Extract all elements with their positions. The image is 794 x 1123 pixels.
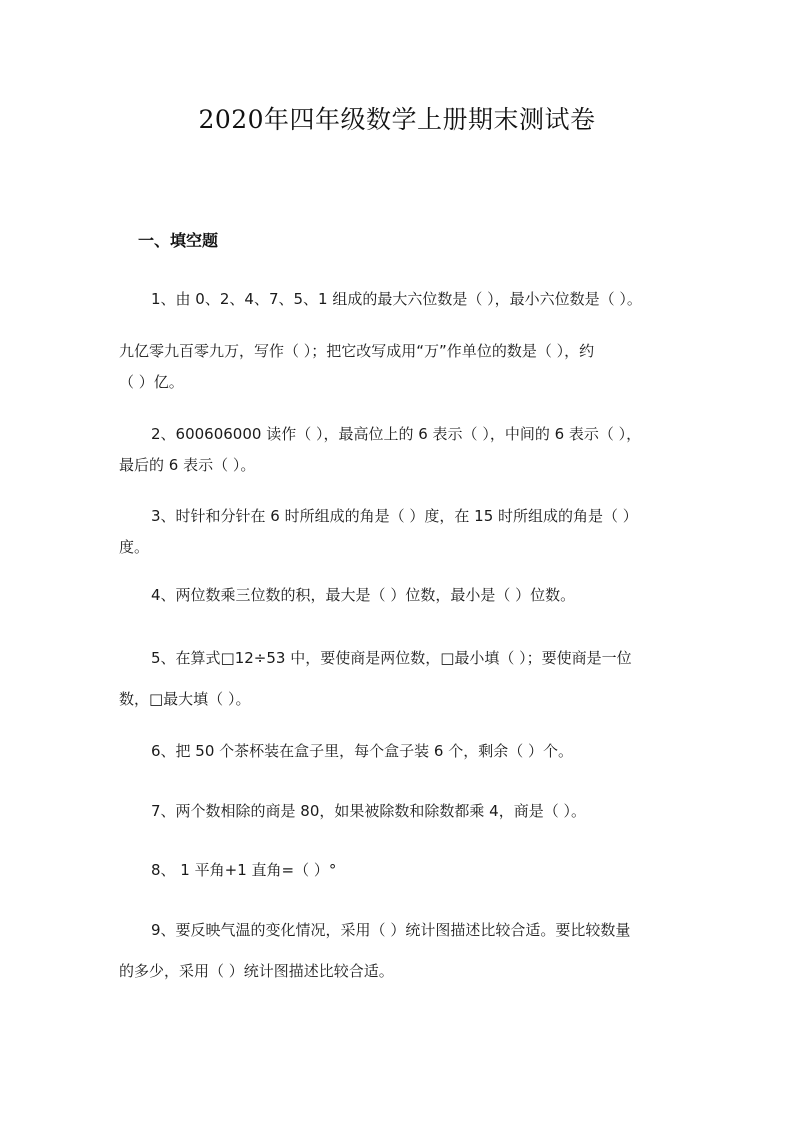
question-9-line-2: 的多少，采用（ ）统计图描述比较合适。 [119, 962, 394, 980]
question-3-line-1: 3、时针和分针在 6 时所组成的角是（ ）度，在 15 时所组成的角是（ ） [151, 507, 638, 525]
question-5-line-2: 数，□最大填（ ）。 [119, 690, 251, 708]
question-1-line-3: （ ）亿。 [119, 373, 184, 391]
question-2-line-2: 最后的 6 表示（ ）。 [119, 456, 256, 474]
page-title: 2020年四年级数学上册期末测试卷 [198, 105, 596, 134]
question-3-line-2: 度。 [119, 538, 150, 556]
question-1-line-2: 九亿零九百零九万，写作（ ）；把它改写成用“万”作单位的数是（ ），约 [119, 342, 595, 360]
question-9-line-1: 9、要反映气温的变化情况，采用（ ）统计图描述比较合适。要比较数量 [151, 921, 631, 939]
question-6-line-1: 6、把 50 个茶杯装在盒子里，每个盒子装 6 个，剩余（ ）个。 [151, 742, 574, 760]
question-7-line-1: 7、两个数相除的商是 80，如果被除数和除数都乘 4，商是（ ）。 [151, 802, 586, 820]
question-8-line-1: 8、 1 平角+1 直角=（ ）° [151, 861, 337, 879]
question-5-line-1: 5、在算式□12÷53 中，要使商是两位数，□最小填（ ）；要使商是一位 [151, 649, 632, 667]
question-2-line-1: 2、600606000 读作（ ），最高位上的 6 表示（ ），中间的 6 表示（ ）， [151, 425, 642, 443]
section-heading: 一、填空题 [138, 231, 219, 250]
question-1-line-1: 1、由 0、2、4、7、5、1 组成的最大六位数是（ ），最小六位数是（ ）。 [151, 290, 642, 308]
question-4-line-1: 4、两位数乘三位数的积，最大是（ ）位数，最小是（ ）位数。 [151, 586, 576, 604]
